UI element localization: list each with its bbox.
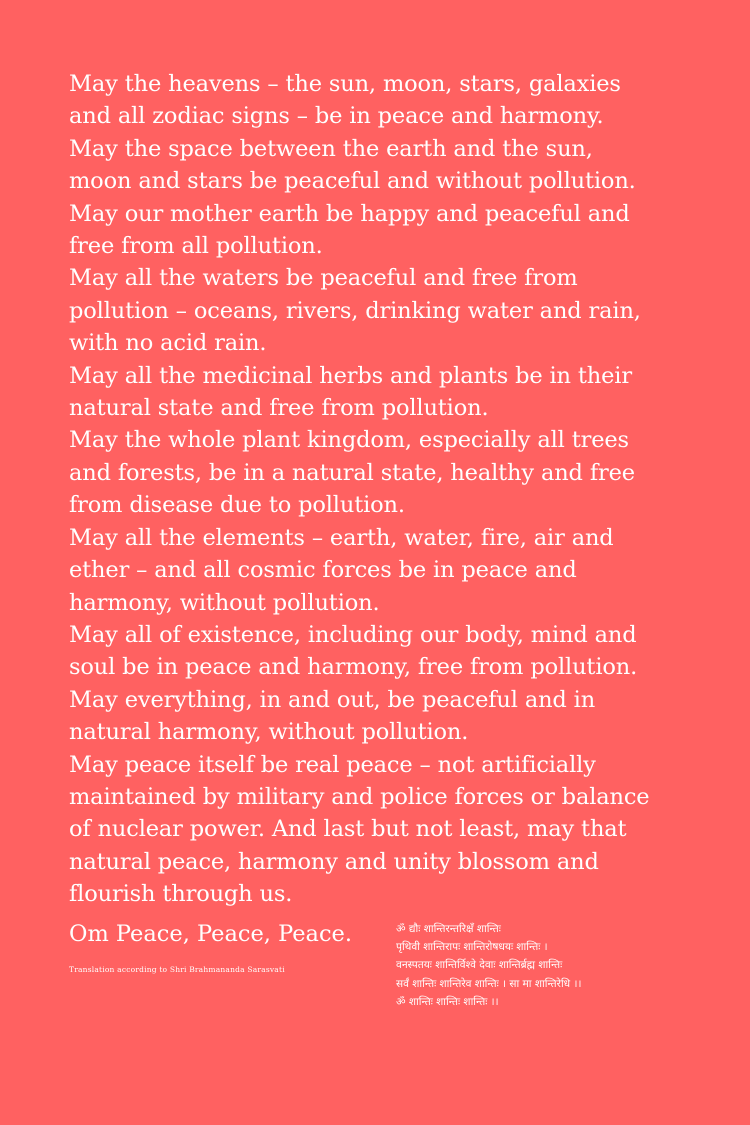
sanskrit-line: ॐ शान्तिः शान्तिः शान्तिः ।। [396, 995, 499, 1008]
translation-credit: Translation according to Shri Brahmananda Sarasvati [69, 965, 285, 974]
sanskrit-line: सर्वं शान्तिः शान्तिरेव शान्तिः । सा मा शान्तिरेधि ।। [396, 977, 582, 990]
sanskrit-verse [396, 920, 716, 1011]
prayer-line: flourish through us. [69, 881, 293, 908]
prayer-line: natural harmony, without pollution. [69, 719, 469, 746]
prayer-line: May all the elements – earth, water, fire, air and [69, 524, 614, 551]
prayer-line: May all the medicinal herbs and plants be in their [69, 362, 632, 389]
prayer-line: natural state and free from pollution. [69, 395, 489, 422]
prayer-line: May all the waters be peaceful and free from [69, 265, 578, 292]
prayer-line: maintained by military and police forces or balance [69, 783, 650, 810]
prayer-line: May the space between the earth and the sun, [69, 135, 593, 162]
prayer-line: and all zodiac signs – be in peace and harmony. [69, 103, 604, 130]
sanskrit-line: ॐ द्यौः शान्तिरन्तरिक्षँ शान्तिः [396, 923, 501, 935]
prayer-line: May the whole plant kingdom, especially all trees [69, 427, 629, 454]
sanskrit-line: वनस्पतयः शान्तिर्विश्वे देवाः शान्तिर्ब्रह्म शान्तिः [396, 959, 563, 972]
prayer-line: soul be in peace and harmony, free from pollution. [69, 654, 638, 681]
prayer-line: of nuclear power. And last but not least, may that [69, 816, 627, 843]
prayer-text [69, 68, 709, 911]
prayer-line: ether – and all cosmic forces be in peace and [69, 557, 577, 584]
closing-line: Om Peace, Peace, Peace. [69, 921, 353, 947]
prayer-line: May our mother earth be happy and peaceful and [69, 200, 630, 227]
prayer-line: free from all pollution. [69, 233, 323, 260]
prayer-line: May peace itself be real peace – not artificially [69, 751, 596, 778]
prayer-line: May the heavens – the sun, moon, stars, galaxies [69, 71, 621, 97]
prayer-line: moon and stars be peaceful and without pollution. [69, 168, 636, 195]
sanskrit-line: पृथिवी शान्तिरापः शान्तिरोषधयः शान्तिः । [396, 941, 548, 954]
prayer-line: and forests, be in a natural state, healthy and free [69, 459, 635, 486]
prayer-line: harmony, without pollution. [69, 589, 380, 616]
prayer-line: from disease due to pollution. [69, 492, 405, 519]
prayer-line: with no acid rain. [69, 330, 267, 357]
prayer-line: May everything, in and out, be peaceful and in [69, 686, 596, 713]
prayer-line: pollution – oceans, rivers, drinking water and rain, [69, 297, 641, 324]
prayer-line: May all of existence, including our body, mind and [69, 621, 637, 648]
prayer-line: natural peace, harmony and unity blossom and [69, 848, 599, 875]
